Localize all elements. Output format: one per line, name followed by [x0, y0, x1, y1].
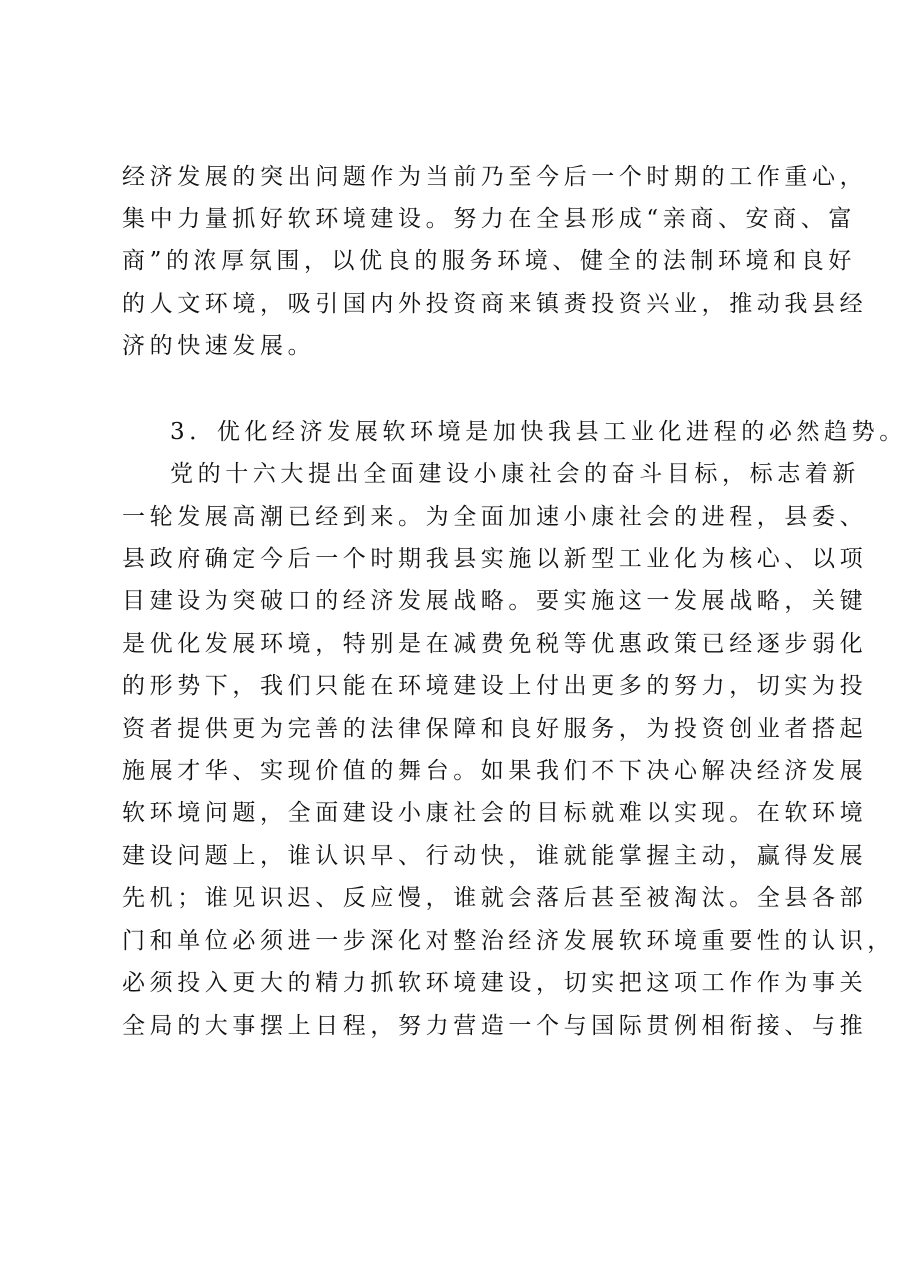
text-line: 济的快速发展。 — [122, 333, 316, 359]
text-line: 是优化发展环境，特别是在减费免税等优惠政策已经逐步弱化 — [122, 631, 868, 657]
text-line: 门和单位必须进一步深化对整治经济发展软环境重要性的认识， — [122, 928, 895, 954]
text-line: 一轮发展高潮已经到来。为全面加速小康社会的进程，县委、 — [122, 504, 868, 530]
text-line: 商”的浓厚氛围，以优良的服务环境、健全的法制环境和良好 — [122, 248, 856, 274]
text-line: 党的十六大提出全面建设小康社会的奋斗目标，标志着新 — [170, 461, 860, 487]
text-line: 建设问题上，谁认识早、行动快，谁就能掌握主动，赢得发展 — [122, 843, 868, 869]
text-line: 软环境问题，全面建设小康社会的目标就难以实现。在软环境 — [122, 800, 868, 826]
text-line: 资者提供更为完善的法律保障和良好服务，为投资创业者搭起 — [122, 716, 868, 742]
text-line: 的人文环境，吸引国内外投资商来镇赉投资兴业，推动我县经 — [122, 291, 868, 317]
text-line: 集中力量抓好软环境建设。努力在全县形成“亲商、安商、富 — [122, 206, 856, 232]
text-line: 必须投入更大的精力抓软环境建设，切实把这项工作作为事关 — [122, 970, 868, 996]
text-line: 全局的大事摆上日程，努力营造一个与国际贯例相衔接、与推 — [122, 1013, 868, 1039]
text-line: 先机；谁见识迟、反应慢，谁就会落后甚至被淘汰。全县各部 — [122, 885, 868, 911]
text-line: 的形势下，我们只能在环境建设上付出更多的努力，切实为投 — [122, 673, 868, 699]
text-line: 施展才华、实现价值的舞台。如果我们不下决心解决经济发展 — [122, 758, 868, 784]
text-line: 目建设为突破口的经济发展战略。要实施这一发展战略，关键 — [122, 588, 868, 614]
text-line: 县政府确定今后一个时期我县实施以新型工业化为核心、以项 — [122, 546, 868, 572]
text-line: 经济发展的突出问题作为当前乃至今后一个时期的工作重心， — [122, 164, 868, 190]
section-heading: 3．优化经济发展软环境是加快我县工业化进程的必然趋势。 — [170, 419, 907, 445]
